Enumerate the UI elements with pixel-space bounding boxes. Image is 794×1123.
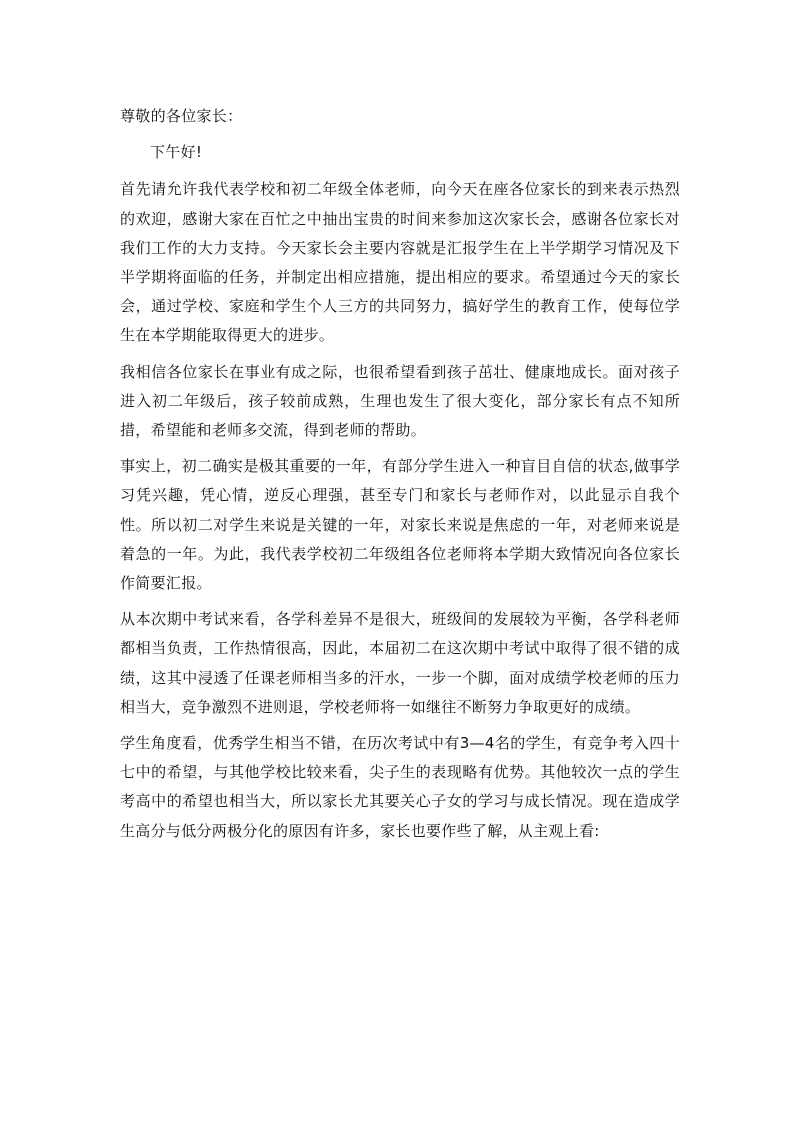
paragraph-importance: 事实上，初二确实是极其重要的一年，有部分学生进入一种盲目自信的状态,做事学习凭兴趣，凭心情，逆反心理强，甚至专门和家长与老师作对，以此显示自我个性。所以初二对学生来说是关键的一年，对家长来说是焦虑的一年，对老师来说是着急的一年。为此，我代表学校初二年级组各位老师将本学期大致情况向各位家长作简要汇报。 (120, 457, 680, 593)
paragraph-welcome: 首先请允许我代表学校和初二年级全体老师，向今天在座各位家长的到来表示热烈的欢迎，感谢大家在百忙之中抽出宝贵的时间来参加这次家长会，感谢各位家长对我们工作的大力支持。今天家长会主要内容就是汇报学生在上半学期学习情况及下半学期将面临的任务，并制定出相应措施，提出相应的要求。希望通过今天的家长会，通过学校、家庭和学生个人三方的共同努力，搞好学生的教育工作，使每位学生在本学期能取得更大的进步。 (120, 180, 680, 345)
salutation: 尊敬的各位家长： (120, 107, 243, 125)
paragraph-students: 学生角度看，优秀学生相当不错，在历次考试中有3—4名的学生，有竞争考入四十七中的希望，与其他学校比较来看，尖子生的表现略有优势。其他较次一点的学生考高中的希望也相当大，所以家长尤其要关心子女的学习与成长情况。现在造成学生高分与低分两极分化的原因有许多，家长也要作些了解，从主观上看: (120, 734, 680, 840)
paragraph-growth: 我相信各位家长在事业有成之际，也很希望看到孩子茁壮、健康地成长。面对孩子进入初二年级后，孩子较前成熟，生理也发生了很大变化，部分家长有点不知所措，希望能和老师多交流，得到老师的帮助。 (120, 362, 680, 440)
greeting: 下午好! (150, 143, 203, 162)
letter-body (120, 102, 680, 853)
paragraph-midterm: 从本次期中考试来看，各学科差异不是很大，班级间的发展较为平衡，各学科老师都相当负责，工作热情很高，因此，本届初二在这次期中考试中取得了很不错的成绩，这其中浸透了任课老师相当多的汗水，一步一个脚，面对成绩学校老师的压力相当大，竞争激烈不进则退，学校老师将一如继往不断努力争取更好的成绩。 (120, 610, 680, 716)
